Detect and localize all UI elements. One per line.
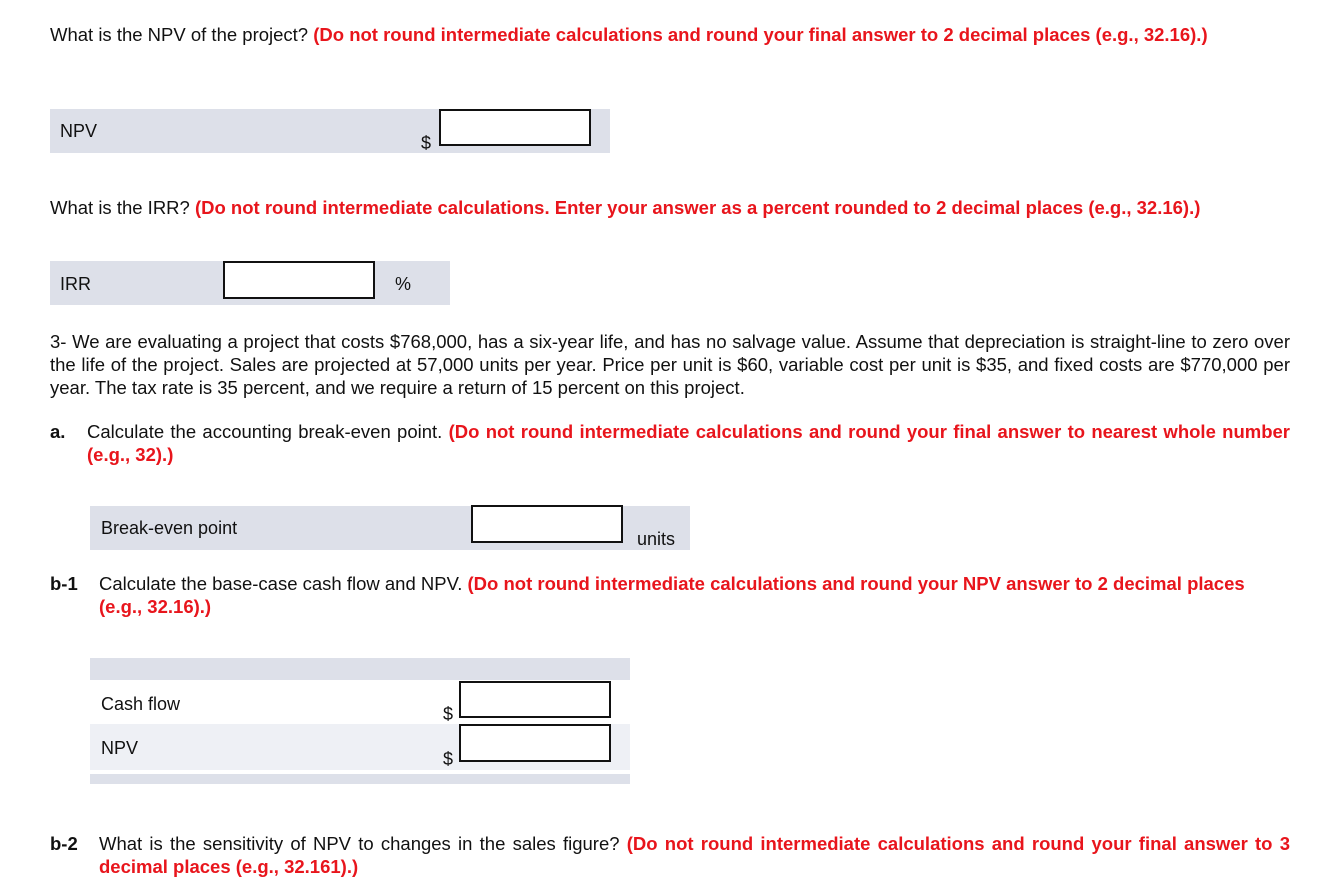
cash-flow-label: Cash flow [101,694,181,714]
npv-b1-input[interactable] [459,724,611,762]
irr-question: What is the IRR? (Do not round intermediate calculations. Enter your answer as a percent rounded to 2 decimal places (e.g., 32.16).) [50,197,1201,218]
problem-3-statement: 3- We are evaluating a project that costs $768,000, has a six-year life, and has no salvage value. Assume that depreciation is straight-line to zero over the life of the project. Sales are projected at 57,000 units per year. Price per unit is $60, variable cost per unit is $35, and fixed costs are $770,000 per year. The tax rate is 35 percent, and we require a return of 15 percent on this project. [50,331,1290,398]
break-even-label: Break-even point [101,518,238,538]
irr-input[interactable] [223,261,375,299]
break-even-unit: units [637,529,676,549]
npv-b1-label: NPV [101,738,139,758]
npv-question: What is the NPV of the project? (Do not round intermediate calculations and round your final answer to 2 decimal places (e.g., 32.16).) [50,24,1208,45]
cash-flow-currency-symbol: $ [443,704,454,724]
part-b2-instruction: (Do not round intermediate calculations and round your final answer to 3 decimal places (e.g., 32.161).) [99,833,1290,877]
part-b1-question: b-1 Calculate the base-case cash flow and NPV. (Do not round intermediate calculations and round your NPV answer to 2 decimal places (e.g., 32.16).) [50,573,1245,617]
part-a-marker: a. [50,421,66,442]
part-a-instruction: (Do not round intermediate calculations and round your final answer to nearest whole number (e.g., 32).) [87,421,1290,465]
irr-instruction: (Do not round intermediate calculations. Enter your answer as a percent rounded to 2 decimal places (e.g., 32.16).) [194,197,1201,218]
irr-percent-symbol: % [395,274,412,294]
part-b2-marker: b-2 [50,833,78,854]
irr-label: IRR [60,274,91,294]
b1-table-header [90,658,630,680]
npv-b1-currency-symbol: $ [443,749,454,769]
part-a-question: a. Calculate the accounting break-even point. (Do not round intermediate calculations and round your final answer to nearest whole number (e.g., 32).) [50,421,1290,465]
npv-input[interactable] [439,109,591,146]
break-even-input[interactable] [471,505,623,543]
part-b1-instruction: (Do not round intermediate calculations and round your NPV answer to 2 decimal places (e.g., 32.16).) [99,573,1245,617]
part-b2-question: b-2 What is the sensitivity of NPV to changes in the sales figure? (Do not round intermediate calculations and round your final answer to 3 decimal places (e.g., 32.161).) [50,833,1290,877]
cash-flow-input[interactable] [459,681,611,718]
npv-instruction: (Do not round intermediate calculations and round your final answer to 2 decimal places (e.g., 32.16).) [313,24,1208,45]
part-b1-marker: b-1 [50,573,78,594]
npv-label: NPV [60,121,98,141]
b1-table-footer [90,774,630,784]
npv-currency-symbol: $ [421,133,432,153]
